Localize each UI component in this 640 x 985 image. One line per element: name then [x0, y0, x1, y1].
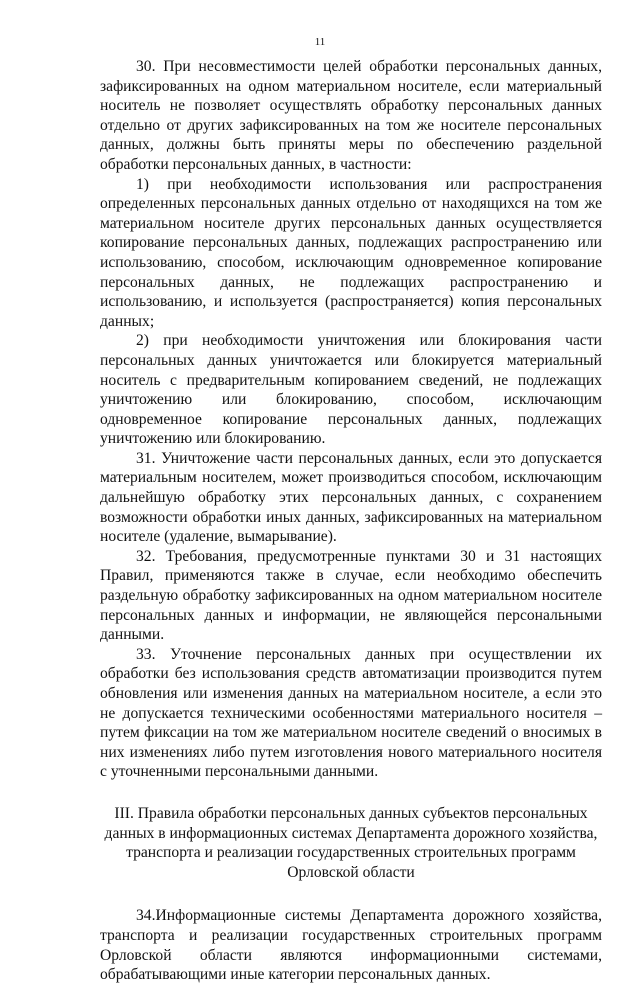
paragraph-32: 32. Требования, предусмотренные пунктами 30 и 31 настоящих Правил, применяются также в случае, если необходимо обеспечить раздельную обработку зафиксированных на одном материальном носителе персональных данных и информации, не являющейся персональными данными.: [100, 547, 602, 644]
paragraph-30: 30. При несовместимости целей обработки персональных данных, зафиксированных на одном материальном носителе, если материальный носитель не позволяет осуществлять обработку персональных данных отдельно от других зафиксированных на том же носителе персональных данных, должны быть приняты меры по обеспечению раздельной обработки персональных данных, в частности:: [100, 58, 602, 173]
section-heading: III. Правила обработки персональных данных субъектов персональных данных в информационных системах Департамента дорожного хозяйства, транспорта и реализации государственных строительных программ Орловской области: [104, 804, 598, 881]
paragraph-30-item-1: 1) при необходимости использования или распространения определенных персональных данных отдельно от находящихся на том же материальном носителе других персональных данных осуществляется копирование персональных данных, подлежащих распространению или использованию, способом, исключающим одновременное копирование персональных данных, не подлежащих распространению и использованию, и используется (распространяется) копия персональных данных;: [100, 175, 602, 330]
paragraph-30-item-2: 2) при необходимости уничтожения или блокирования части персональных данных уничтожается или блокируется материальный носитель с предварительным копированием сведений, не подлежащих уничтожению или блокированию, способом, исключающим одновременное копирование персональных данных, подлежащих уничтожению или блокированию.: [100, 332, 602, 448]
paragraph-34: 34.Информационные системы Департамента дорожного хозяйства, транспорта и реализации государственных строительных программ Орловской области являются информационными системами, обрабатывающими иные категории персональных данных.: [100, 907, 602, 984]
paragraph-33: 33. Уточнение персональных данных при осуществлении их обработки без использования средств автоматизации производится путем обновления или изменения данных на материальном носителе, а если это не допускается техническими особенностями материального носителя – путем фиксации на том же материальном носителе сведений о вносимых в них изменениях либо путем изготовления нового материального носителя с уточненными персональными данными.: [100, 645, 602, 781]
paragraph-31: 31. Уничтожение части персональных данных, если это допускается материальным носителем, может производиться способом, исключающим дальнейшую обработку этих персональных данных, с сохранением возможности обработки иных данных, зафиксированных на материальном носителе (удаление, вымарывание).: [100, 449, 602, 546]
page-number: 11: [314, 36, 326, 48]
document-body: [100, 57, 602, 985]
